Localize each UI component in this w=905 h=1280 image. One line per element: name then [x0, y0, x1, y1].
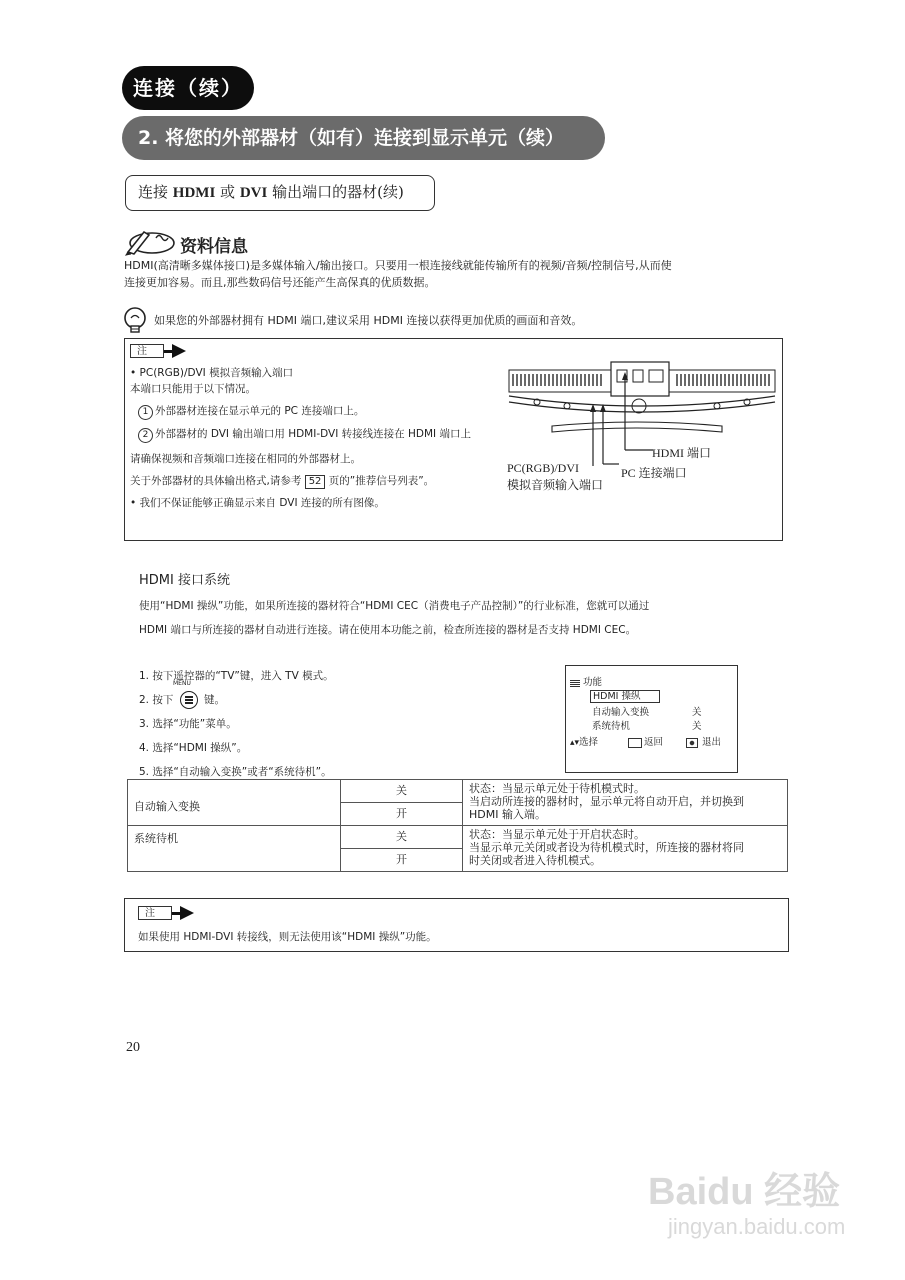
info-paragraph: HDMI(高清晰多媒体接口)是多媒体输入/输出接口。只要用一根连接线就能传输所有的视频/音频/控制信号,从而使 连接更加容易。而且,那些数码信号还能产生高保真的优质数据。: [124, 259, 672, 289]
hdmi-section-title: HDMI 接口系统: [139, 573, 230, 588]
note-tag: 注: [130, 344, 164, 358]
grid-icon: [570, 679, 580, 687]
step-item: 2. 按下 键。 MENU: [139, 688, 334, 712]
menu-nav-exit: 退出: [686, 734, 721, 748]
step-item: 1. 按下遥控器的“TV”键，进入 TV 模式。: [139, 670, 334, 682]
tip-text: 如果您的外部器材拥有 HDMI 端口,建议采用 HDMI 连接以获得更加优质的画面和音效。: [154, 314, 583, 327]
table-cell-off: 关: [341, 780, 463, 803]
menu-button-icon: [180, 691, 198, 709]
table-cell-off: 关: [341, 826, 463, 849]
pc-port-label: PC 连接端口: [621, 466, 687, 480]
section-title: 连接（续）: [122, 66, 254, 110]
subsection-title: 连接 HDMI 或 DVI 输出端口的器材(续): [125, 175, 435, 211]
step-item: 5. 选择“自动输入变换”或者“系统待机”。: [139, 766, 332, 778]
audio-port-label: PC(RGB)/DVI 模拟音频输入端口: [507, 461, 604, 492]
page-number: 20: [126, 1040, 140, 1055]
function-menu-screen: [565, 665, 738, 773]
pen-note-icon: [122, 226, 176, 256]
table-cell-on: 开: [341, 849, 463, 872]
note-body: • PC(RGB)/DVI 模拟音频输入端口 本端口只能用于以下情况。 1 外部器材连接在显示单元的 PC 连接端口上。 2 外部器材的 DVI 输出端口用 HDMI-DVI 转接线连接在 HDMI 端口上 请确保视频和音频端口连接在相同的外部器材上。 关于外部器材的具体输出格式,请参考 52 页的”推荐信号列表”。 • 我们不保证能够正确显示来自 DVI 连接的所有图像。: [130, 367, 471, 509]
menu-item-system-standby-value: 关: [692, 721, 702, 732]
note2-text: 如果使用 HDMI-DVI 转接线，则无法使用该“HDMI 操纵”功能。: [138, 931, 437, 943]
watermark-logo: Baidu 经验: [648, 1171, 841, 1213]
updown-icon: ▴▾: [570, 738, 580, 748]
menu-item-system-standby[interactable]: 系统待机: [592, 721, 631, 732]
lightbulb-icon: [122, 306, 148, 334]
table-row: [128, 780, 788, 803]
hdmi-port-label: HDMI 端口: [652, 446, 711, 460]
table-cell-name: 系统待机: [128, 826, 341, 872]
exit-icon: [686, 738, 698, 748]
note-tag: 注: [138, 906, 172, 920]
info-title: 资料信息: [180, 237, 248, 257]
menu-item-hdmi-control[interactable]: HDMI 操纵: [590, 690, 660, 703]
menu-button-label: MENU: [173, 680, 191, 687]
table-cell-desc: 状态：当显示单元处于开启状态时。 当显示单元关闭或者设为待机模式时，所连接的器材将同 时关闭或者进入待机模式。: [463, 826, 788, 872]
steps-list: [139, 664, 334, 784]
menu-item-auto-input[interactable]: 自动输入变换: [592, 707, 650, 718]
return-icon: [628, 738, 642, 748]
table-cell-on: 开: [341, 803, 463, 826]
settings-table: [127, 779, 788, 872]
chapter-title: 2. 将您的外部器材（如有）连接到显示单元（续）: [122, 116, 605, 160]
table-row: [128, 826, 788, 849]
step-item: 3. 选择“功能”菜单。: [139, 718, 237, 730]
menu-nav-back: 返回: [628, 734, 663, 748]
table-cell-desc: 状态：当显示单元处于待机模式时。 当启动所连接的器材时，显示单元将自动开启，并切换到 HDMI 输入端。: [463, 780, 788, 826]
menu-item-auto-input-value: 关: [692, 707, 702, 718]
table-cell-name: 自动输入变换: [128, 780, 341, 826]
menu-title: 功能: [570, 674, 602, 688]
note-arrow-icon: [180, 906, 194, 920]
watermark-url: jingyan.baidu.com: [668, 1214, 846, 1239]
menu-nav-select: ▴▾选择: [570, 737, 599, 748]
note-arrow-icon: [172, 344, 186, 358]
step-item: 4. 选择“HDMI 操纵”。: [139, 742, 248, 754]
hdmi-section-paragraph: 使用“HDMI 操纵”功能，如果所连接的器材符合“HDMI CEC（消费电子产品控制）”的行业标准，您就可以通过 HDMI 端口与所连接的器材自动进行连接。请在使用本功能之前，检查所连接的器材是否支持 HDMI CEC。: [139, 600, 650, 636]
